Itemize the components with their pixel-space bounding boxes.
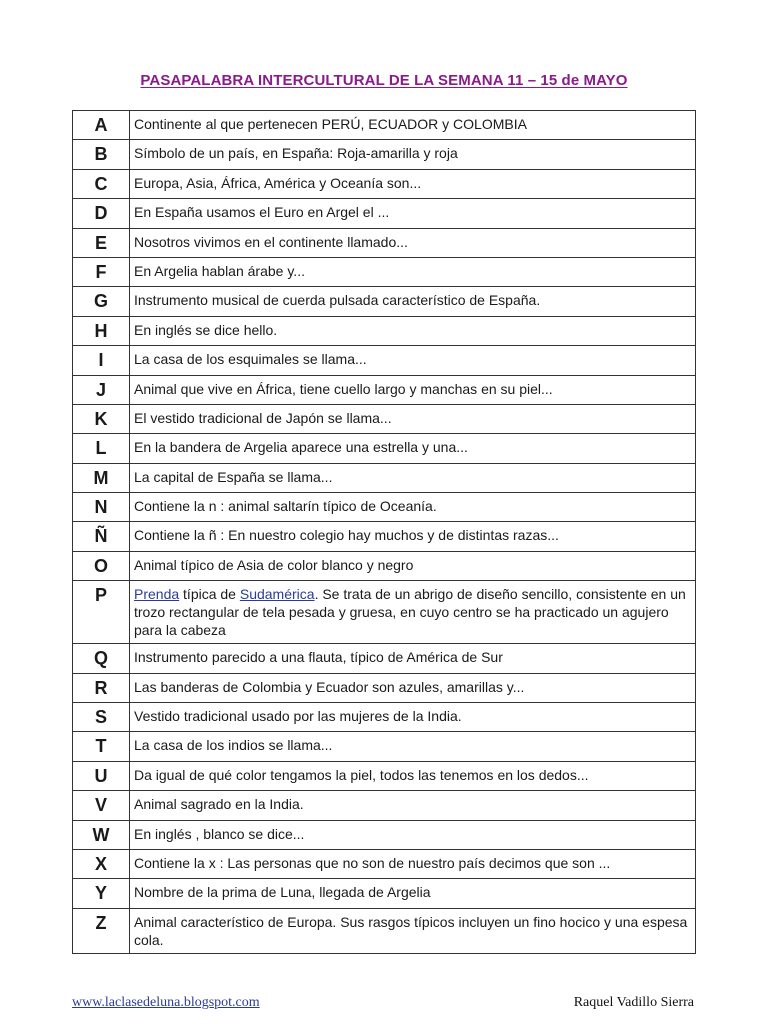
row-clue: Las banderas de Colombia y Ecuador son azules, amarillas y... bbox=[130, 673, 696, 702]
row-clue: Continente al que pertenecen PERÚ, ECUADOR y COLOMBIA bbox=[130, 111, 696, 140]
row-clue: Contiene la x : Las personas que no son de nuestro país decimos que son ... bbox=[130, 849, 696, 878]
table-row bbox=[73, 199, 696, 228]
page-title: PASAPALABRA INTERCULTURAL DE LA SEMANA 11 – 15 de MAYO bbox=[140, 72, 628, 89]
row-clue: Animal que vive en África, tiene cuello largo y manchas en su piel... bbox=[130, 375, 696, 404]
row-clue: Animal característico de Europa. Sus rasgos típicos incluyen un fino hocico y una espesa cola. bbox=[130, 908, 696, 953]
table-row bbox=[73, 404, 696, 433]
table-row bbox=[73, 316, 696, 345]
clue-text: típica de bbox=[179, 586, 240, 603]
table-row bbox=[73, 703, 696, 732]
table-row bbox=[73, 879, 696, 908]
row-letter: W bbox=[73, 820, 130, 849]
row-clue bbox=[130, 581, 696, 644]
table-row bbox=[73, 140, 696, 169]
table-row bbox=[73, 761, 696, 790]
row-clue: En España usamos el Euro en Argel el ... bbox=[130, 199, 696, 228]
row-clue: En la bandera de Argelia aparece una estrella y una... bbox=[130, 434, 696, 463]
row-letter: M bbox=[73, 463, 130, 492]
row-clue: Da igual de qué color tengamos la piel, todos las tenemos en los dedos... bbox=[130, 761, 696, 790]
prenda-link[interactable]: Prenda bbox=[134, 586, 180, 603]
table-row bbox=[73, 287, 696, 316]
row-clue: Contiene la n : animal saltarín típico de Oceanía. bbox=[130, 493, 696, 522]
row-letter: Y bbox=[73, 879, 130, 908]
table-row bbox=[73, 111, 696, 140]
row-letter: D bbox=[73, 199, 130, 228]
row-letter: Z bbox=[73, 908, 130, 953]
footer-blog-link[interactable]: www.laclasedeluna.blogspot.com bbox=[72, 995, 260, 1010]
table-row bbox=[73, 849, 696, 878]
row-clue: Animal típico de Asia de color blanco y negro bbox=[130, 551, 696, 580]
pasapalabra-table bbox=[72, 110, 696, 954]
row-letter: K bbox=[73, 404, 130, 433]
row-clue: En inglés , blanco se dice... bbox=[130, 820, 696, 849]
row-clue: Animal sagrado en la India. bbox=[130, 791, 696, 820]
row-letter: G bbox=[73, 287, 130, 316]
row-clue: Nosotros vivimos en el continente llamado... bbox=[130, 228, 696, 257]
row-letter: V bbox=[73, 791, 130, 820]
row-clue: Nombre de la prima de Luna, llegada de Argelia bbox=[130, 879, 696, 908]
row-letter: C bbox=[73, 169, 130, 198]
row-letter: S bbox=[73, 703, 130, 732]
row-clue: En Argelia hablan árabe y... bbox=[130, 257, 696, 286]
row-letter: Ñ bbox=[73, 522, 130, 551]
row-letter: A bbox=[73, 111, 130, 140]
row-letter: L bbox=[73, 434, 130, 463]
table-row bbox=[73, 346, 696, 375]
row-clue: El vestido tradicional de Japón se llama... bbox=[130, 404, 696, 433]
footer-author: Raquel Vadillo Sierra bbox=[573, 995, 694, 1010]
table-row bbox=[73, 522, 696, 551]
row-clue: Europa, Asia, África, América y Oceanía son... bbox=[130, 169, 696, 198]
table-row bbox=[73, 463, 696, 492]
table-row bbox=[73, 434, 696, 463]
row-clue: Símbolo de un país, en España: Roja-amarilla y roja bbox=[130, 140, 696, 169]
row-letter: O bbox=[73, 551, 130, 580]
row-clue: Instrumento parecido a una flauta, típico de América de Sur bbox=[130, 644, 696, 673]
row-clue: Vestido tradicional usado por las mujeres de la India. bbox=[130, 703, 696, 732]
row-letter: R bbox=[73, 673, 130, 702]
table-row bbox=[73, 644, 696, 673]
row-clue: La casa de los esquimales se llama... bbox=[130, 346, 696, 375]
row-clue: Instrumento musical de cuerda pulsada característico de España. bbox=[130, 287, 696, 316]
table-row bbox=[73, 257, 696, 286]
row-letter: Q bbox=[73, 644, 130, 673]
row-letter: I bbox=[73, 346, 130, 375]
row-clue: La capital de España se llama... bbox=[130, 463, 696, 492]
row-letter: J bbox=[73, 375, 130, 404]
sudamerica-link[interactable]: Sudamérica bbox=[239, 586, 315, 603]
table-row bbox=[73, 791, 696, 820]
row-letter: U bbox=[73, 761, 130, 790]
table-row bbox=[73, 581, 696, 644]
row-letter: N bbox=[73, 493, 130, 522]
table-row bbox=[73, 169, 696, 198]
row-clue: La casa de los indios se llama... bbox=[130, 732, 696, 761]
table-row bbox=[73, 908, 696, 953]
row-letter: E bbox=[73, 228, 130, 257]
row-letter: T bbox=[73, 732, 130, 761]
table-row bbox=[73, 820, 696, 849]
row-letter: B bbox=[73, 140, 130, 169]
row-letter: P bbox=[73, 581, 130, 644]
table-row bbox=[73, 228, 696, 257]
clue-text: . Se trata de un abrigo de diseño sencillo, consistente en un trozo rectangular de tela pesada y gruesa, en cuyo centro se ha practicado un agujero para la cabeza bbox=[134, 586, 686, 639]
table-row bbox=[73, 673, 696, 702]
table-row bbox=[73, 375, 696, 404]
table-row bbox=[73, 551, 696, 580]
row-clue: En inglés se dice hello. bbox=[130, 316, 696, 345]
row-letter: X bbox=[73, 849, 130, 878]
table-row bbox=[73, 732, 696, 761]
row-clue: Contiene la ñ : En nuestro colegio hay muchos y de distintas razas... bbox=[130, 522, 696, 551]
row-letter: H bbox=[73, 316, 130, 345]
row-letter: F bbox=[73, 257, 130, 286]
table-row bbox=[73, 493, 696, 522]
